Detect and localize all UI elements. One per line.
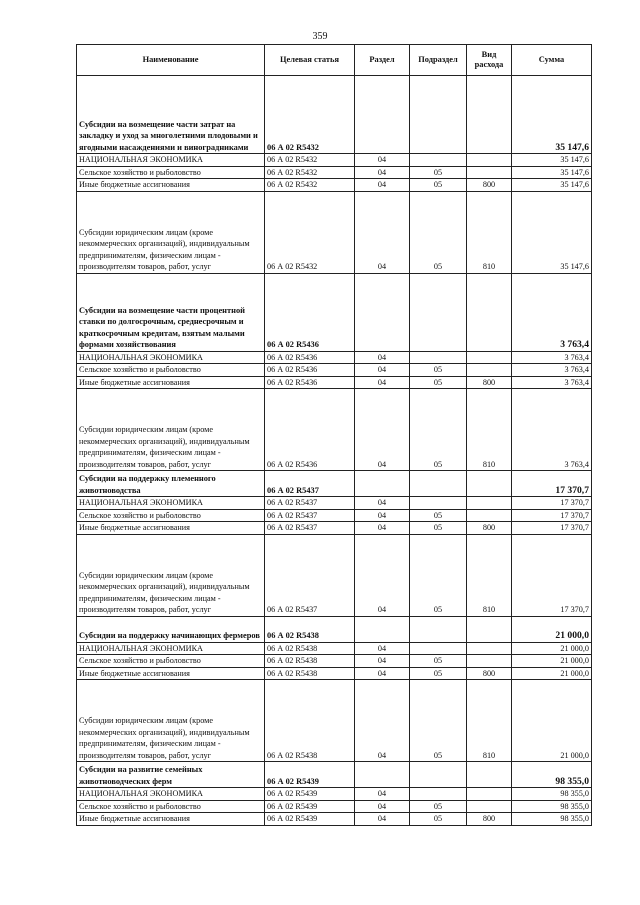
cell-code: 06 А 02 R5438: [265, 616, 355, 642]
cell-section: 04: [355, 389, 410, 471]
cell-type: [467, 497, 512, 510]
cell-type: [467, 364, 512, 377]
table-row: [77, 788, 592, 801]
cell-subsection: [410, 642, 467, 655]
cell-sum: 35 147,6: [512, 76, 592, 154]
cell-code: 06 А 02 R5437: [265, 471, 355, 497]
cell-subsection: 05: [410, 813, 467, 826]
table-row: [77, 273, 592, 351]
cell-name: Субсидии на поддержку племенного животноводства: [77, 471, 265, 497]
cell-code: 06 А 02 R5436: [265, 376, 355, 389]
cell-type: 810: [467, 534, 512, 616]
cell-code: 06 А 02 R5439: [265, 813, 355, 826]
cell-section: 04: [355, 534, 410, 616]
cell-sum: 17 370,7: [512, 497, 592, 510]
cell-sum: 35 147,6: [512, 154, 592, 167]
budget-table: [76, 44, 592, 826]
cell-name: НАЦИОНАЛЬНАЯ ЭКОНОМИКА: [77, 154, 265, 167]
cell-name: Иные бюджетные ассигнования: [77, 813, 265, 826]
table-row: [77, 642, 592, 655]
cell-sum: 21 000,0: [512, 642, 592, 655]
table-row: [77, 191, 592, 273]
cell-type: 800: [467, 179, 512, 192]
cell-subsection: [410, 154, 467, 167]
cell-type: [467, 166, 512, 179]
cell-section: 04: [355, 191, 410, 273]
cell-type: 810: [467, 680, 512, 762]
cell-subsection: 05: [410, 364, 467, 377]
cell-name: Сельское хозяйство и рыболовство: [77, 364, 265, 377]
cell-code: 06 А 02 R5438: [265, 680, 355, 762]
cell-subsection: 05: [410, 800, 467, 813]
table-row: [77, 166, 592, 179]
cell-code: 06 А 02 R5438: [265, 667, 355, 680]
header-section: Раздел: [355, 45, 410, 76]
cell-sum: 3 763,4: [512, 364, 592, 377]
cell-section: 04: [355, 509, 410, 522]
cell-name: Субсидии юридическим лицам (кроме некоммерческих организаций), индивидуальным предпринимателям, физическим лицам - производителям товаров, работ, услуг: [77, 534, 265, 616]
cell-type: [467, 616, 512, 642]
cell-section: 04: [355, 166, 410, 179]
cell-subsection: 05: [410, 376, 467, 389]
cell-type: [467, 509, 512, 522]
cell-sum: 3 763,4: [512, 273, 592, 351]
header-subsection: Подраздел: [410, 45, 467, 76]
cell-name: Сельское хозяйство и рыболовство: [77, 800, 265, 813]
cell-section: 04: [355, 522, 410, 535]
cell-section: [355, 76, 410, 154]
table-row: [77, 497, 592, 510]
cell-name: Субсидии на поддержку начинающих фермеров: [77, 616, 265, 642]
cell-subsection: 05: [410, 655, 467, 668]
cell-sum: 21 000,0: [512, 655, 592, 668]
cell-code: 06 А 02 R5438: [265, 655, 355, 668]
cell-name: Субсидии юридическим лицам (кроме некоммерческих организаций), индивидуальным предпринимателям, физическим лицам - производителям товаров, работ, услуг: [77, 191, 265, 273]
cell-subsection: 05: [410, 667, 467, 680]
cell-type: [467, 76, 512, 154]
cell-section: 04: [355, 376, 410, 389]
cell-sum: 35 147,6: [512, 191, 592, 273]
cell-type: [467, 655, 512, 668]
header-type: Вид расхода: [467, 45, 512, 76]
cell-code: 06 А 02 R5437: [265, 509, 355, 522]
cell-subsection: [410, 788, 467, 801]
cell-code: 06 А 02 R5439: [265, 800, 355, 813]
cell-name: Субсидии на возмещение части затрат на закладку и уход за многолетними плодовыми и ягодными насаждениями и виноградниками: [77, 76, 265, 154]
table-body: [77, 76, 592, 826]
table-row: [77, 509, 592, 522]
cell-type: 810: [467, 191, 512, 273]
header-name: Наименование: [77, 45, 265, 76]
cell-code: 06 А 02 R5432: [265, 154, 355, 167]
cell-type: [467, 800, 512, 813]
cell-name: Субсидии на возмещение части процентной ставки по долгосрочным, среднесрочным и краткосрочным кредитам, взятым малыми формами хозяйствования: [77, 273, 265, 351]
cell-name: Субсидии юридическим лицам (кроме некоммерческих организаций), индивидуальным предпринимателям, физическим лицам - производителям товаров, работ, услуг: [77, 389, 265, 471]
table-row: [77, 813, 592, 826]
table-row: [77, 364, 592, 377]
cell-sum: 98 355,0: [512, 762, 592, 788]
table-row: [77, 351, 592, 364]
cell-sum: 21 000,0: [512, 680, 592, 762]
cell-section: [355, 273, 410, 351]
cell-code: 06 А 02 R5437: [265, 497, 355, 510]
cell-name: НАЦИОНАЛЬНАЯ ЭКОНОМИКА: [77, 788, 265, 801]
table-row: [77, 616, 592, 642]
table-row: [77, 179, 592, 192]
cell-sum: 98 355,0: [512, 813, 592, 826]
cell-section: 04: [355, 351, 410, 364]
cell-section: 04: [355, 642, 410, 655]
table-row: [77, 522, 592, 535]
cell-section: 04: [355, 154, 410, 167]
cell-sum: 3 763,4: [512, 351, 592, 364]
cell-section: 04: [355, 655, 410, 668]
cell-section: 04: [355, 813, 410, 826]
cell-code: 06 А 02 R5439: [265, 788, 355, 801]
cell-section: [355, 616, 410, 642]
cell-type: [467, 762, 512, 788]
header-code: Целевая статья: [265, 45, 355, 76]
cell-code: 06 А 02 R5439: [265, 762, 355, 788]
table-row: [77, 376, 592, 389]
table-row: [77, 762, 592, 788]
cell-code: 06 А 02 R5432: [265, 191, 355, 273]
cell-sum: 17 370,7: [512, 522, 592, 535]
table-row: [77, 680, 592, 762]
cell-section: 04: [355, 788, 410, 801]
cell-subsection: 05: [410, 522, 467, 535]
cell-subsection: [410, 76, 467, 154]
cell-subsection: [410, 616, 467, 642]
cell-type: 800: [467, 813, 512, 826]
cell-subsection: [410, 273, 467, 351]
cell-name: НАЦИОНАЛЬНАЯ ЭКОНОМИКА: [77, 642, 265, 655]
table-row: [77, 655, 592, 668]
cell-name: Иные бюджетные ассигнования: [77, 376, 265, 389]
cell-subsection: [410, 497, 467, 510]
cell-subsection: 05: [410, 191, 467, 273]
table-row: [77, 471, 592, 497]
cell-sum: 17 370,7: [512, 534, 592, 616]
cell-name: Сельское хозяйство и рыболовство: [77, 166, 265, 179]
cell-subsection: [410, 762, 467, 788]
cell-sum: 21 000,0: [512, 667, 592, 680]
cell-code: 06 А 02 R5437: [265, 522, 355, 535]
cell-code: 06 А 02 R5438: [265, 642, 355, 655]
header-sum: Сумма: [512, 45, 592, 76]
cell-section: 04: [355, 667, 410, 680]
cell-code: 06 А 02 R5436: [265, 273, 355, 351]
cell-type: 810: [467, 389, 512, 471]
cell-type: 800: [467, 522, 512, 535]
cell-type: [467, 788, 512, 801]
cell-code: 06 А 02 R5436: [265, 351, 355, 364]
cell-subsection: 05: [410, 680, 467, 762]
cell-sum: 35 147,6: [512, 179, 592, 192]
cell-code: 06 А 02 R5432: [265, 166, 355, 179]
cell-type: [467, 273, 512, 351]
cell-code: 06 А 02 R5437: [265, 534, 355, 616]
cell-code: 06 А 02 R5432: [265, 76, 355, 154]
table-row: [77, 389, 592, 471]
cell-type: [467, 351, 512, 364]
cell-sum: 98 355,0: [512, 800, 592, 813]
cell-section: 04: [355, 800, 410, 813]
cell-name: Иные бюджетные ассигнования: [77, 179, 265, 192]
cell-section: 04: [355, 680, 410, 762]
cell-type: 800: [467, 667, 512, 680]
cell-section: [355, 762, 410, 788]
cell-name: НАЦИОНАЛЬНАЯ ЭКОНОМИКА: [77, 497, 265, 510]
table-row: [77, 76, 592, 154]
cell-sum: 3 763,4: [512, 376, 592, 389]
cell-code: 06 А 02 R5436: [265, 364, 355, 377]
cell-subsection: [410, 471, 467, 497]
cell-section: [355, 471, 410, 497]
cell-section: 04: [355, 179, 410, 192]
cell-section: 04: [355, 497, 410, 510]
page-number: 359: [312, 31, 328, 42]
cell-name: Иные бюджетные ассигнования: [77, 667, 265, 680]
table-header-row: [77, 45, 592, 76]
cell-subsection: 05: [410, 509, 467, 522]
cell-section: 04: [355, 364, 410, 377]
cell-name: Субсидии на развитие семейных животноводческих ферм: [77, 762, 265, 788]
cell-subsection: 05: [410, 389, 467, 471]
cell-sum: 17 370,7: [512, 471, 592, 497]
cell-code: 06 А 02 R5432: [265, 179, 355, 192]
cell-sum: 3 763,4: [512, 389, 592, 471]
table-row: [77, 154, 592, 167]
cell-subsection: 05: [410, 534, 467, 616]
cell-type: [467, 471, 512, 497]
cell-name: Иные бюджетные ассигнования: [77, 522, 265, 535]
cell-code: 06 А 02 R5436: [265, 389, 355, 471]
cell-sum: 35 147,6: [512, 166, 592, 179]
table-row: [77, 534, 592, 616]
cell-name: НАЦИОНАЛЬНАЯ ЭКОНОМИКА: [77, 351, 265, 364]
cell-name: Субсидии юридическим лицам (кроме некоммерческих организаций), индивидуальным предпринимателям, физическим лицам - производителям товаров, работ, услуг: [77, 680, 265, 762]
cell-subsection: 05: [410, 166, 467, 179]
cell-type: [467, 642, 512, 655]
table-row: [77, 800, 592, 813]
cell-name: Сельское хозяйство и рыболовство: [77, 655, 265, 668]
cell-sum: 98 355,0: [512, 788, 592, 801]
cell-name: Сельское хозяйство и рыболовство: [77, 509, 265, 522]
cell-subsection: [410, 351, 467, 364]
cell-subsection: 05: [410, 179, 467, 192]
cell-sum: 17 370,7: [512, 509, 592, 522]
cell-type: 800: [467, 376, 512, 389]
cell-sum: 21 000,0: [512, 616, 592, 642]
cell-type: [467, 154, 512, 167]
table-row: [77, 667, 592, 680]
